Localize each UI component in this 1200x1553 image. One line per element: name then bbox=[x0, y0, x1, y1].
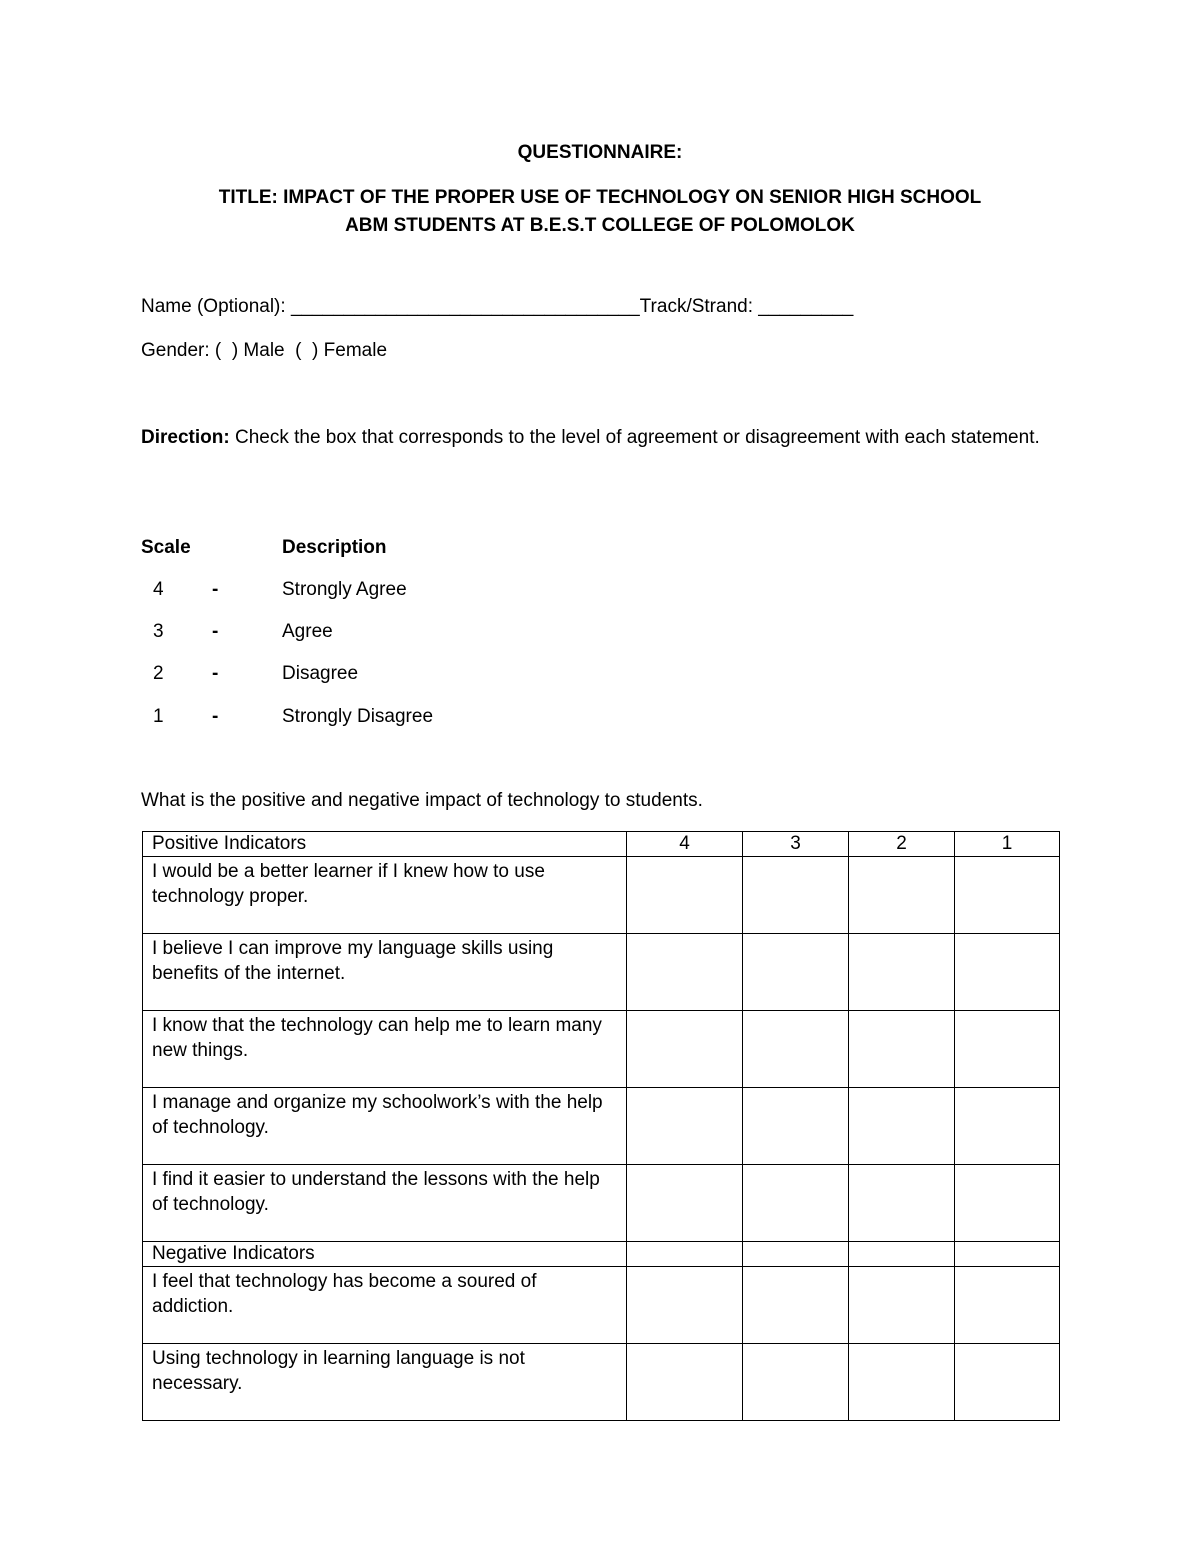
title-line-1: TITLE: IMPACT OF THE PROPER USE OF TECHNOLOGY ON SENIOR HIGH SCHOOL bbox=[218, 187, 982, 208]
rating-cell-1[interactable] bbox=[955, 934, 1060, 1011]
empty-cell bbox=[849, 1242, 955, 1267]
table-header-row bbox=[143, 832, 1060, 857]
rating-table bbox=[142, 831, 1060, 1421]
positive-indicators-header: Positive Indicators bbox=[143, 832, 627, 857]
rating-cell-3[interactable] bbox=[743, 1267, 849, 1344]
rating-cell-3[interactable] bbox=[743, 857, 849, 934]
rating-cell-3[interactable] bbox=[743, 1088, 849, 1165]
rating-header-4: 4 bbox=[627, 832, 743, 857]
rating-cell-1[interactable] bbox=[955, 1011, 1060, 1088]
table-row bbox=[143, 1088, 1060, 1165]
scale-value: 4 bbox=[153, 579, 164, 600]
rating-cell-1[interactable] bbox=[955, 1165, 1060, 1242]
scale-dash: - bbox=[212, 621, 219, 642]
rating-cell-4[interactable] bbox=[627, 1267, 743, 1344]
scale-header: Scale bbox=[141, 537, 191, 558]
rating-cell-2[interactable] bbox=[849, 1088, 955, 1165]
title-line-2: ABM STUDENTS AT B.E.S.T COLLEGE OF POLOMOLOK bbox=[345, 215, 855, 236]
rating-cell-1[interactable] bbox=[955, 1267, 1060, 1344]
rating-cell-1[interactable] bbox=[955, 1344, 1060, 1421]
scale-description: Strongly Disagree bbox=[282, 706, 434, 727]
statement-cell: I would be a better learner if I knew how to use technology proper. bbox=[143, 857, 627, 934]
description-header: Description bbox=[282, 537, 387, 558]
rating-cell-1[interactable] bbox=[955, 857, 1060, 934]
rating-header-2: 2 bbox=[849, 832, 955, 857]
rating-cell-1[interactable] bbox=[955, 1088, 1060, 1165]
rating-cell-2[interactable] bbox=[849, 1011, 955, 1088]
statement-cell: I feel that technology has become a soured of addiction. bbox=[143, 1267, 627, 1344]
scale-value: 2 bbox=[153, 663, 164, 684]
rating-cell-2[interactable] bbox=[849, 857, 955, 934]
scale-description: Strongly Agree bbox=[282, 579, 407, 600]
questionnaire-heading: QUESTIONNAIRE: bbox=[517, 142, 683, 163]
rating-cell-4[interactable] bbox=[627, 1011, 743, 1088]
rating-cell-4[interactable] bbox=[627, 1165, 743, 1242]
direction-label: Direction: bbox=[141, 427, 230, 448]
rating-header-3: 3 bbox=[743, 832, 849, 857]
document-title bbox=[0, 184, 1200, 240]
rating-cell-2[interactable] bbox=[849, 934, 955, 1011]
scale-dash: - bbox=[212, 579, 219, 600]
rating-cell-3[interactable] bbox=[743, 1165, 849, 1242]
rating-cell-2[interactable] bbox=[849, 1344, 955, 1421]
rating-header-1: 1 bbox=[955, 832, 1060, 857]
rating-cell-4[interactable] bbox=[627, 857, 743, 934]
table-row bbox=[143, 1344, 1060, 1421]
rating-cell-3[interactable] bbox=[743, 1344, 849, 1421]
scale-dash: - bbox=[212, 663, 219, 684]
table-row bbox=[143, 1165, 1060, 1242]
table-row bbox=[143, 934, 1060, 1011]
statement-cell: I manage and organize my schoolwork’s with the help of technology. bbox=[143, 1088, 627, 1165]
name-field-line[interactable]: Name (Optional): _________________________________Track/Strand: _________ bbox=[141, 296, 854, 317]
table-row bbox=[143, 857, 1060, 934]
statement-cell: I believe I can improve my language skills using benefits of the internet. bbox=[143, 934, 627, 1011]
rating-cell-3[interactable] bbox=[743, 1011, 849, 1088]
empty-cell bbox=[627, 1242, 743, 1267]
rating-cell-2[interactable] bbox=[849, 1165, 955, 1242]
rating-cell-4[interactable] bbox=[627, 934, 743, 1011]
empty-cell bbox=[743, 1242, 849, 1267]
negative-indicators-header: Negative Indicators bbox=[143, 1242, 627, 1267]
table-row bbox=[143, 1267, 1060, 1344]
table-row bbox=[143, 1011, 1060, 1088]
scale-value: 3 bbox=[153, 621, 164, 642]
scale-description: Disagree bbox=[282, 663, 359, 684]
scale-description: Agree bbox=[282, 621, 333, 642]
rating-cell-4[interactable] bbox=[627, 1344, 743, 1421]
survey-question: What is the positive and negative impact of technology to students. bbox=[141, 790, 703, 811]
direction-text: Check the box that corresponds to the level of agreement or disagreement with each statement. bbox=[229, 427, 1040, 448]
negative-header-row bbox=[143, 1242, 1060, 1267]
scale-dash: - bbox=[212, 706, 219, 727]
gender-field-line[interactable]: Gender: ( ) Male ( ) Female bbox=[141, 340, 388, 361]
empty-cell bbox=[955, 1242, 1060, 1267]
rating-cell-4[interactable] bbox=[627, 1088, 743, 1165]
scale-value: 1 bbox=[153, 706, 164, 727]
statement-cell: Using technology in learning language is not necessary. bbox=[143, 1344, 627, 1421]
rating-cell-3[interactable] bbox=[743, 934, 849, 1011]
statement-cell: I know that the technology can help me to learn many new things. bbox=[143, 1011, 627, 1088]
statement-cell: I find it easier to understand the lessons with the help of technology. bbox=[143, 1165, 627, 1242]
direction-paragraph bbox=[141, 424, 1071, 451]
rating-cell-2[interactable] bbox=[849, 1267, 955, 1344]
